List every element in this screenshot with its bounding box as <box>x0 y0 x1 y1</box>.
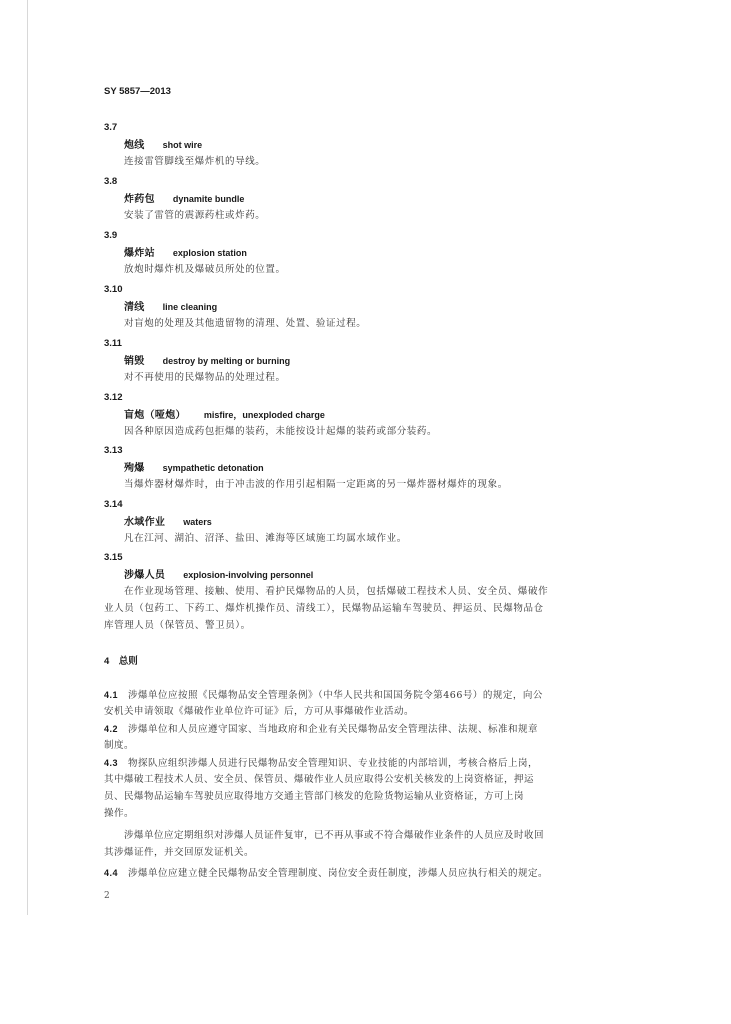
term-heading <box>124 301 217 314</box>
term-definition: 放炮时爆炸机及爆破员所处的位置。 <box>124 264 286 275</box>
term-heading <box>124 516 212 529</box>
term-zh: 涉爆人员 <box>124 570 166 581</box>
term-en: destroy by melting or burning <box>162 356 291 366</box>
term-zh: 销毁 <box>124 356 145 367</box>
term-number: 3.12 <box>104 392 123 403</box>
term-zh: 殉爆 <box>124 463 145 474</box>
paragraph-line: 涉爆单位应定期组织对涉爆人员证件复审，已不再从事或不符合爆破作业条件的人员应及时收回 <box>124 830 545 841</box>
term-en: explosion station <box>172 248 247 258</box>
term-definition: 当爆炸器材爆炸时，由于冲击波的作用引起相隔一定距离的另一爆炸器材爆炸的现象。 <box>124 479 508 490</box>
paragraph-text: 涉爆单位应按照《民爆物品安全管理条例》（中华人民共和国国务院令第466号）的规定，向公 <box>128 690 543 701</box>
term-zh: 清线 <box>124 302 145 313</box>
paragraph-text: 涉爆单位应建立健全民爆物品安全管理制度、岗位安全责任制度，涉爆人员应执行相关的规定。 <box>128 868 549 879</box>
term-definition: 连接雷管脚线至爆炸机的导线。 <box>124 156 266 167</box>
term-definition: 对不再使用的民爆物品的处理过程。 <box>124 372 286 383</box>
term-zh: 炮线 <box>124 140 145 151</box>
term-definition: 安装了雷管的震源药柱或炸药。 <box>124 210 266 221</box>
term-zh: 爆炸站 <box>124 248 155 259</box>
term-heading <box>124 355 290 368</box>
paragraph-line: 员、民爆物品运输车驾驶员应取得地方交通主管部门核发的危险货物运输从业资格证，方可上岗 <box>104 791 525 802</box>
term-zh: 盲炮（哑炮） <box>124 410 186 421</box>
paragraph-line: 其中爆破工程技术人员、安全员、保管员、爆破作业人员应取得公安机关核发的上岗资格证，押运 <box>104 774 535 785</box>
term-number: 3.15 <box>104 552 123 563</box>
paragraph-line <box>104 723 538 736</box>
term-zh: 炸药包 <box>124 194 155 205</box>
term-definition-line: 业人员（包药工、下药工、爆炸机操作员、清线工），民爆物品运输车驾驶员、押运员、民爆物品仓 <box>104 603 544 614</box>
term-en: shot wire <box>162 140 203 150</box>
term-heading <box>124 462 264 475</box>
term-heading <box>124 139 202 152</box>
term-en: explosion-involving personnel <box>183 570 314 580</box>
paragraph-line <box>104 867 548 880</box>
term-en: misfire，unexploded charge <box>203 410 325 420</box>
standard-number: SY 5857—2013 <box>104 86 171 97</box>
paragraph-text: 涉爆单位和人员应遵守国家、当地政府和企业有关民爆物品安全管理法律、法规、标准和规章 <box>128 724 539 735</box>
term-en: sympathetic detonation <box>162 463 264 473</box>
term-number: 3.13 <box>104 445 123 456</box>
page-number: 2 <box>104 891 110 901</box>
term-en: dynamite bundle <box>172 194 245 204</box>
page-edge-line <box>27 0 28 915</box>
paragraph-number: 4.4 <box>104 868 119 878</box>
paragraph-line: 制度。 <box>104 740 135 751</box>
term-en: line cleaning <box>162 302 218 312</box>
term-number: 3.9 <box>104 230 118 241</box>
term-number: 3.10 <box>104 284 123 295</box>
term-definition-line: 在作业现场管理、接触、使用、看护民爆物品的人员，包括爆破工程技术人员、安全员、爆破作 <box>124 586 549 597</box>
term-definition: 凡在江河、湖泊、沼泽、盐田、滩海等区域施工均属水域作业。 <box>124 533 407 544</box>
term-heading <box>124 569 313 582</box>
paragraph-line <box>104 757 538 770</box>
term-definition: 因各种原因造成药包拒爆的装药，未能按设计起爆的装药或部分装药。 <box>124 426 438 437</box>
term-heading <box>124 409 325 422</box>
term-zh: 水域作业 <box>124 517 166 528</box>
term-number: 3.8 <box>104 176 118 187</box>
paragraph-line: 操作。 <box>104 808 135 819</box>
paragraph-text: 物探队应组织涉爆人员进行民爆物品安全管理知识、专业技能的内部培训，考核合格后上岗， <box>128 758 539 769</box>
paragraph-number: 4.3 <box>104 758 119 768</box>
term-number: 3.14 <box>104 499 123 510</box>
section-heading: 4 总则 <box>104 656 138 667</box>
paragraph-number: 4.1 <box>104 690 119 700</box>
term-heading <box>124 193 244 206</box>
paragraph-line <box>104 689 543 702</box>
paragraph-line: 其涉爆证件，并交回原发证机关。 <box>104 847 255 858</box>
paragraph-number: 4.2 <box>104 724 119 734</box>
paragraph-line: 安机关申请领取《爆破作业单位许可证》后，方可从事爆破作业活动。 <box>104 706 415 717</box>
term-en: waters <box>183 517 212 527</box>
term-number: 3.7 <box>104 122 118 133</box>
term-definition-line: 库管理人员（保管员、警卫员）。 <box>104 620 251 631</box>
term-number: 3.11 <box>104 338 122 349</box>
term-heading <box>124 247 247 260</box>
term-definition: 对盲炮的处理及其他遗留物的清理、处置、验证过程。 <box>124 318 367 329</box>
